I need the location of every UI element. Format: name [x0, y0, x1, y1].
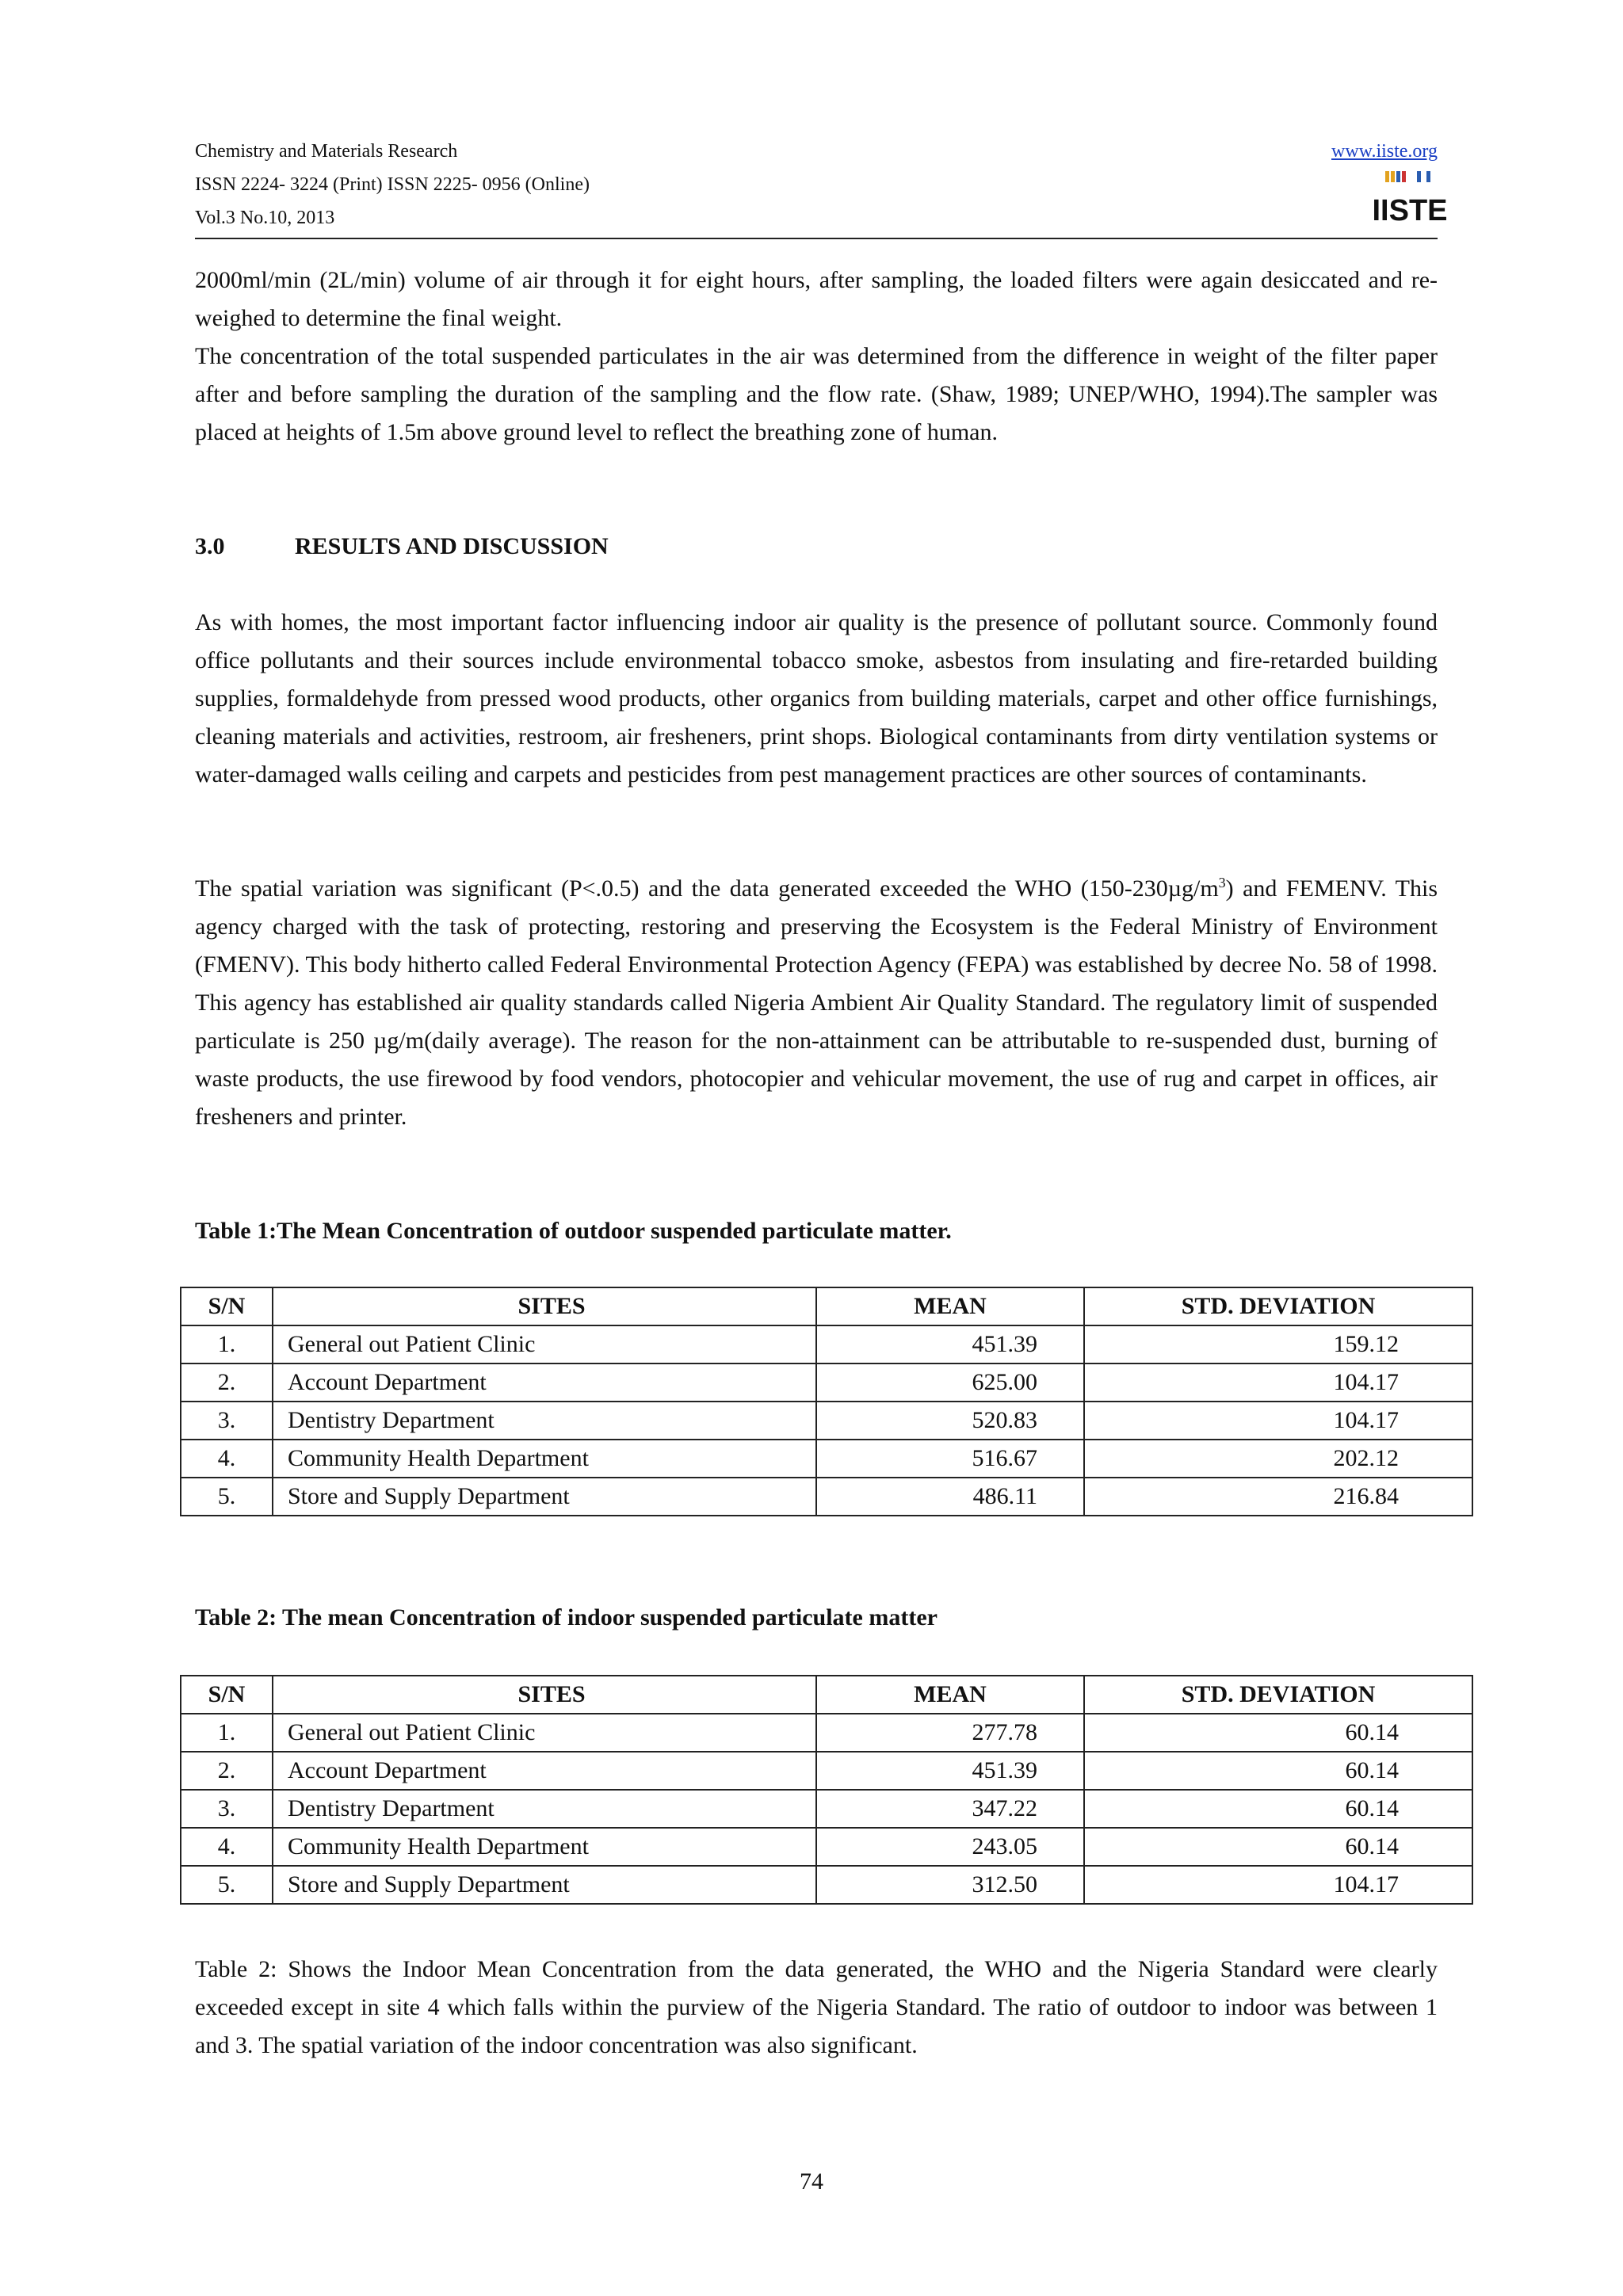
cell-site: Store and Supply Department: [273, 1866, 816, 1904]
table-header-row: [181, 1676, 1472, 1714]
cell-sn: 3.: [181, 1790, 273, 1828]
cell-site: Account Department: [273, 1363, 816, 1402]
col-header-sn: S/N: [181, 1676, 273, 1714]
table2-caption: Table 2: The mean Concentration of indoor suspended particulate matter: [195, 1604, 938, 1630]
cell-site: Dentistry Department: [273, 1402, 816, 1440]
cell-sn: 1.: [181, 1325, 273, 1363]
table-row: [181, 1440, 1472, 1478]
cell-mean: 516.67: [816, 1440, 1084, 1478]
paragraph-pollutants: As with homes, the most important factor influencing indoor air quality is the presence of pollutant source. Commonly found office pollutants and their sources include environmental tobacco smoke, asbestos from insulating and fire-retarded building supplies, formaldehyde from pressed wood products, other organics from building materials, carpet and other office furnishings, cleaning materials and activities, restroom, air fresheners, print shops. Biological contaminants from dirty ventilation systems or water-damaged walls ceiling and carpets and pesticides from pest management practices are other sources of contaminants.: [195, 609, 1438, 788]
paragraph-1: 2000ml/min (2L/min) volume of air through it for eight hours, after sampling, the loaded filters were again desiccated and re-weighed to determine the final weight.: [195, 267, 1438, 331]
col-header-sites: SITES: [273, 1676, 816, 1714]
cell-std: 104.17: [1084, 1363, 1472, 1402]
page-number: 74: [800, 2168, 823, 2195]
volume-line: Vol.3 No.10, 2013: [195, 208, 335, 228]
section-number: 3.0: [195, 533, 225, 559]
table-outdoor-concentration: [180, 1287, 1473, 1516]
cell-mean: 451.39: [816, 1325, 1084, 1363]
svg-text:IISTE: IISTE: [1372, 194, 1448, 227]
cell-mean: 520.83: [816, 1402, 1084, 1440]
table-row: [181, 1828, 1472, 1866]
cell-sn: 2.: [181, 1752, 273, 1790]
col-header-sites: SITES: [273, 1287, 816, 1325]
cell-mean: 347.22: [816, 1790, 1084, 1828]
paragraph-4-part1: The spatial variation was significant (P<.0.5) and the data generated exceeded the WHO (150-230µg/m: [195, 875, 1219, 902]
cell-sn: 5.: [181, 1866, 273, 1904]
table-row: [181, 1866, 1472, 1904]
cell-std: 60.14: [1084, 1790, 1472, 1828]
cell-sn: 3.: [181, 1402, 273, 1440]
cell-sn: 4.: [181, 1440, 273, 1478]
table-row: [181, 1752, 1472, 1790]
cell-std: 104.17: [1084, 1866, 1472, 1904]
cell-site: General out Patient Clinic: [273, 1714, 816, 1752]
iiste-logo: [1372, 170, 1448, 227]
cell-mean: 451.39: [816, 1752, 1084, 1790]
col-header-std: STD. DEVIATION: [1084, 1287, 1472, 1325]
cell-mean: 243.05: [816, 1828, 1084, 1866]
paragraph-2: The concentration of the total suspended particulates in the air was determined from the difference in weight of the filter paper after and before sampling the duration of the sampling and the flow rate. (Shaw, 1989; UNEP/WHO, 1994).The sampler was placed at heights of 1.5m above ground level to reflect the breathing zone of human.: [195, 343, 1438, 445]
cell-site: Account Department: [273, 1752, 816, 1790]
section-title: RESULTS AND DISCUSSION: [295, 533, 609, 559]
table-row: [181, 1478, 1472, 1516]
cell-site: Store and Supply Department: [273, 1478, 816, 1516]
paragraph-table2-discussion: Table 2: Shows the Indoor Mean Concentration from the data generated, the WHO and the Nigeria Standard were clearly exceeded except in site 4 which falls within the purview of the Nigeria Standard. The ratio of outdoor to indoor was between 1 and 3. The spatial variation of the indoor concentration was also significant.: [195, 1956, 1438, 2058]
table-row: [181, 1714, 1472, 1752]
cell-sn: 5.: [181, 1478, 273, 1516]
col-header-mean: MEAN: [816, 1676, 1084, 1714]
paragraph-sampling: [195, 261, 1438, 452]
cell-sn: 2.: [181, 1363, 273, 1402]
issn-line: ISSN 2224- 3224 (Print) ISSN 2225- 0956 (Online): [195, 174, 590, 195]
cell-std: 104.17: [1084, 1402, 1472, 1440]
col-header-std: STD. DEVIATION: [1084, 1676, 1472, 1714]
cell-site: Community Health Department: [273, 1828, 816, 1866]
cell-sn: 1.: [181, 1714, 273, 1752]
table-row: [181, 1402, 1472, 1440]
table-row: [181, 1325, 1472, 1363]
cell-site: Dentistry Department: [273, 1790, 816, 1828]
cell-std: 202.12: [1084, 1440, 1472, 1478]
cell-std: 216.84: [1084, 1478, 1472, 1516]
superscript-three: 3: [1218, 875, 1226, 891]
table-header-row: [181, 1287, 1472, 1325]
table1-caption: Table 1:The Mean Concentration of outdoor suspended particulate matter.: [195, 1218, 952, 1244]
cell-mean: 312.50: [816, 1866, 1084, 1904]
table-row: [181, 1790, 1472, 1828]
cell-std: 60.14: [1084, 1714, 1472, 1752]
col-header-sn: S/N: [181, 1287, 273, 1325]
journal-name: Chemistry and Materials Research: [195, 141, 458, 162]
cell-site: Community Health Department: [273, 1440, 816, 1478]
cell-std: 159.12: [1084, 1325, 1472, 1363]
cell-mean: 277.78: [816, 1714, 1084, 1752]
cell-site: General out Patient Clinic: [273, 1325, 816, 1363]
cell-std: 60.14: [1084, 1752, 1472, 1790]
header-rule: [195, 238, 1438, 239]
cell-std: 60.14: [1084, 1828, 1472, 1866]
paragraph-spatial-variation: [195, 870, 1438, 1136]
table-row: [181, 1363, 1472, 1402]
journal-url-link[interactable]: www.iiste.org: [1331, 141, 1438, 162]
col-header-mean: MEAN: [816, 1287, 1084, 1325]
cell-mean: 486.11: [816, 1478, 1084, 1516]
cell-mean: 625.00: [816, 1363, 1084, 1402]
cell-sn: 4.: [181, 1828, 273, 1866]
table-indoor-concentration: [180, 1675, 1473, 1905]
paragraph-4-part2: ) and FEMENV. This agency charged with the task of protecting, restoring and preserving the Ecosystem is the Federal Ministry of Environment (FMENV). This body hitherto called Federal Environmental Protection Agency (FEPA) was established by decree No. 58 of 1998. This agency has established air quality standards called Nigeria Ambient Air Quality Standard. The regulatory limit of suspended particulate is 250 µg/m(daily average). The reason for the non-attainment can be attributable to re-suspended dust, burning of waste products, the use firewood by food vendors, photocopier and vehicular movement, the use of rug and carpet in offices, air fresheners and printer.: [195, 875, 1438, 1130]
running-header: [195, 135, 1448, 239]
section-heading: [195, 528, 609, 566]
